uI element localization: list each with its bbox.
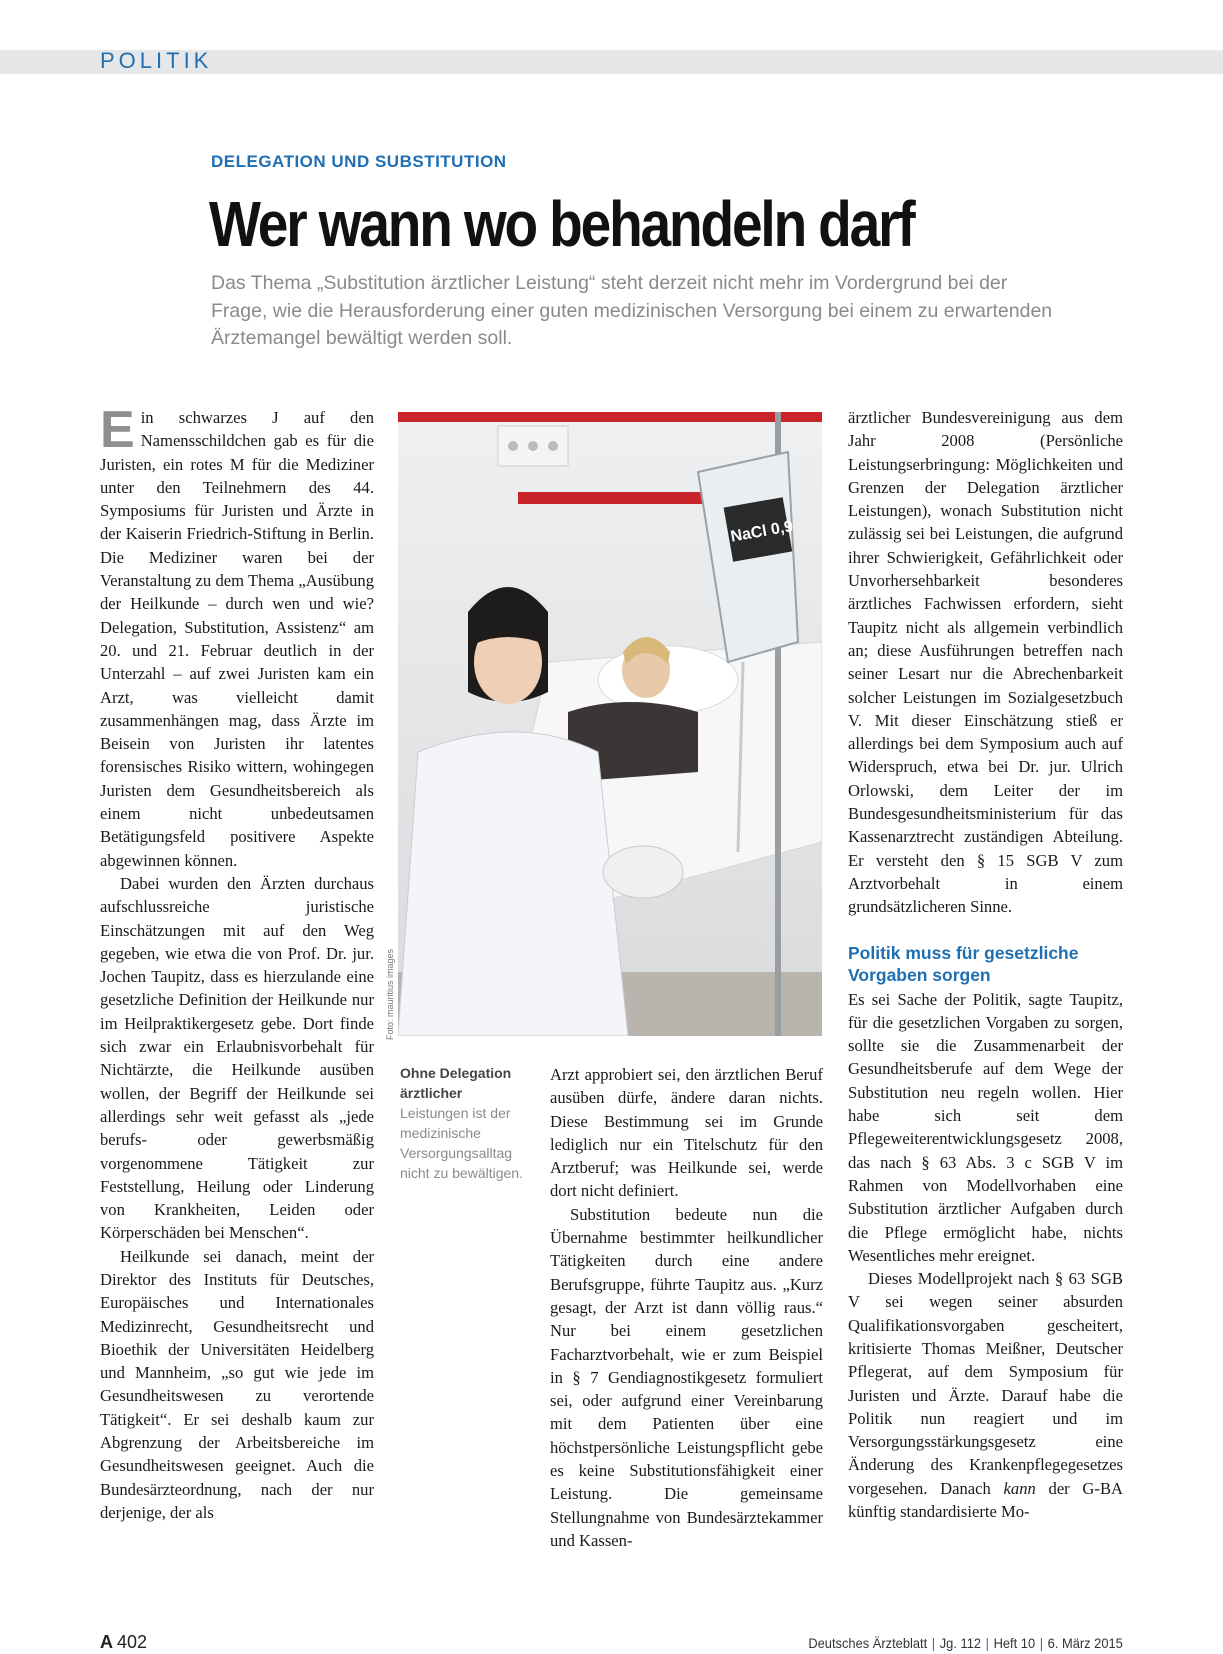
photo-caption-bold: Ohne Delegation ärztlicher <box>400 1065 512 1101</box>
journal-info: Deutsches Ärzteblatt | Jg. 112 | Heft 10 | 6. März 2015 <box>808 1635 1123 1651</box>
column-1-paragraph-1: Ein schwarzes J auf den Namensschildchen gab es für die Juristen, ein rotes M für die Mediziner unter den Teilnehmern des 44. Symposiums für Juristen und Ärzte in der Kaiserin Friedrich-Stiftung in Berlin. Die Mediziner waren bei der Veranstaltung zu dem Thema „Ausübung der Heilkunde – durch wen und wie? Delegation, Substitution, Assistenz“ am 20. und 21. Februar deutlich in der Unterzahl – auf zwei Juristen kam ein Arzt, was vielleicht damit zusammenhängen mag, dass Ärzte im Beisein von Juristen ihr latentes forensisches Risiko wittern, wohingegen Juristen dem Gesundheitsbereich als einem nicht unbedeutsamen Betätigungsfeld positivere Aspekte abgewinnen können. <box>100 401 374 870</box>
column-3-paragraph-3: Dieses Modellprojekt nach § 63 SGB V sei wegen seiner absurden Qualifikationsvorgaben gescheitert, kritisierte Thomas Meißner, Deutscher Pflegerat, auf dem Symposium für Juristen und Ärzte. Darauf habe die Politik nun reagiert und im Versorgungsstärkungsgesetz eine Änderung des Krankenpflegegesetzes vorgesehen. Danach kann der G-BA künftig standardisierte Mo- <box>848 1269 1123 1522</box>
journal-issue: Heft 10 <box>993 1635 1036 1651</box>
photo-caption <box>400 1063 530 1183</box>
column-2-paragraph-2: Substitution bedeute nun die Übernahme bestimmter heilkundlicher Tätigkeiten durch eine andere Berufsgruppe, führte Taupitz aus. „Kurz gesagt, der Arzt ist dann völlig raus.“ Nur bei einem gesetzlichen Facharztvorbehalt, wie er zum Beispiel in § 7 Gendiagnostikgesetz formuliert sei, oder aufgrund einer Vereinbarung mit dem Patienten über eine höchstpersönliche Leistungspflicht gebe es keine Substitutionsfähigkeit einer Leistung. Die gemeinsame Stellungnahme von Bundesärztekammer und Kassen- <box>550 1204 823 1550</box>
nurse-glove <box>603 846 683 898</box>
journal-volume: Jg. 112 <box>939 1635 982 1651</box>
photo-credit: Foto: mauritius images <box>385 948 395 1040</box>
column-1 <box>100 401 374 1524</box>
drop-cap: E <box>100 401 135 459</box>
article-kicker: DELEGATION UND SUBSTITUTION <box>211 152 507 171</box>
nurse-iv-illustration <box>398 412 822 1036</box>
column-3-paragraph-1: ärztlicher Bundesvereinigung aus dem Jahr 2008 (Persönliche Leistungserbringung: Möglichkeiten und Grenzen der Delegation ärztlicher Leistungen), wonach Substitution nicht zulässig sei bei Leistungen, die aufgrund ihrer Schwierigkeit, Gefährlichkeit oder Unvorhersehbarkeit besonderes ärztliches Fachwissen erfordern, sieht Taupitz nicht als allgemein verbindlich an; diese Ausführungen betreffen nach seiner Lesart nur die Abrechenbarkeit solcher Leistungen im Sozialgesetzbuch V. Mit dieser Einschätzung stieß er allerdings bei dem Symposium auch auf Widerspruch, etwa bei Dr. jur. Ulrich Orlowski, dem Leiter der im Bundesgesundheitsministerium für das Kassenarztrecht zuständigen Abteilung. Er versteht den § 15 SGB V zum Arztvorbehalt in einem grundsätzlicheren Sinne. <box>848 408 1123 917</box>
iv-bag-label: NaCl 0,9 <box>729 517 795 546</box>
section-label: POLITIK <box>100 48 213 73</box>
subheading: Politik muss für gesetzliche Vorgaben sorgen <box>848 942 1079 985</box>
article-headline: Wer wann wo behandeln darf <box>209 188 914 260</box>
column-3-paragraph-2: Es sei Sache der Politik, sagte Taupitz, für die gesetzlichen Vorgaben zu sorgen, sollte sie die Zusammenarbeit der Gesundheitsberufe auf dem Wege der Substitution neu regeln wollen. Hier habe sich seit dem Pflegeweiterentwicklungsgesetz 2008, das nach § 63 Abs. 3 c SGB V im Rahmen von Modellvorhaben eine Substitution ärztlicher Aufgaben durch die Pflege ermöglicht habe, nichts Wesentliches mehr ereignet. <box>848 989 1123 1265</box>
column-3 <box>848 406 1123 1523</box>
page-number: A 402 <box>100 1632 148 1652</box>
article-photo <box>398 412 822 1036</box>
nurse-uniform <box>398 732 628 1036</box>
column-1-paragraph-3: Heilkunde sei danach, meint der Direktor des Instituts für Deutsches, Europäisches und Internationales Medizinrecht, Gesundheitsrecht und Bioethik der Universitäten Heidelberg und Mannheim, „so gut wie jede im Gesundheitswesen zu verortende Tätigkeit“. Er sei deshalb kaum zur Abgrenzung der Arbeitsbereiche im Gesundheitswesen geeignet. Auch die Bundesärzteordnung, nach der nur derjenige, der als <box>100 1246 374 1522</box>
column-2-paragraph-1: Arzt approbiert sei, den ärztlichen Beruf ausüben dürfe, ändere daran nichts. Diese Bestimmung sei im Grunde lediglich nur ein Titelschutz für den Arztberuf; was Heilkunde sei, werde dort nicht definiert. <box>550 1065 823 1201</box>
journal-date: 6. März 2015 <box>1047 1635 1123 1651</box>
bed-lamp <box>518 492 718 504</box>
article-lede: Das Thema „Substitution ärztlicher Leistung“ steht derzeit nicht mehr im Vordergrund bei der Frage, wie die Herausforderung einer guten medizinischen Versorgung bei einem zu erwartenden Ärztemangel bewältigt werden soll. <box>211 272 1053 349</box>
column-2 <box>550 1063 823 1552</box>
journal-name: Deutsches Ärzteblatt <box>808 1635 928 1651</box>
photo-caption-text: Leistungen ist der medizinische Versorgungsalltag nicht zu bewältigen. <box>400 1105 523 1181</box>
wall-rail <box>398 412 822 422</box>
column-1-paragraph-2: Dabei wurden den Ärzten durchaus aufschlussreiche juristische Einschätzungen mit auf den Weg gegeben, wie etwa die von Prof. Dr. jur. Jochen Taupitz, dass es hierzulande eine gesetzliche Definition der Heilkunde nur im Heilpraktikergesetz gebe. Dort finde sich zwar ein Erlaubnisvorbehalt für Nichtärzte, die Heilkunde ausüben wollen, der Begriff der Heilkunde sei allerdings sehr weit gefasst als „jede berufs- oder gewerbsmäßig vorgenommene Tätigkeit zur Feststellung, Heilung oder Linderung von Krankheiten, Leiden oder Körperschäden bei Menschen“. <box>100 873 374 1243</box>
